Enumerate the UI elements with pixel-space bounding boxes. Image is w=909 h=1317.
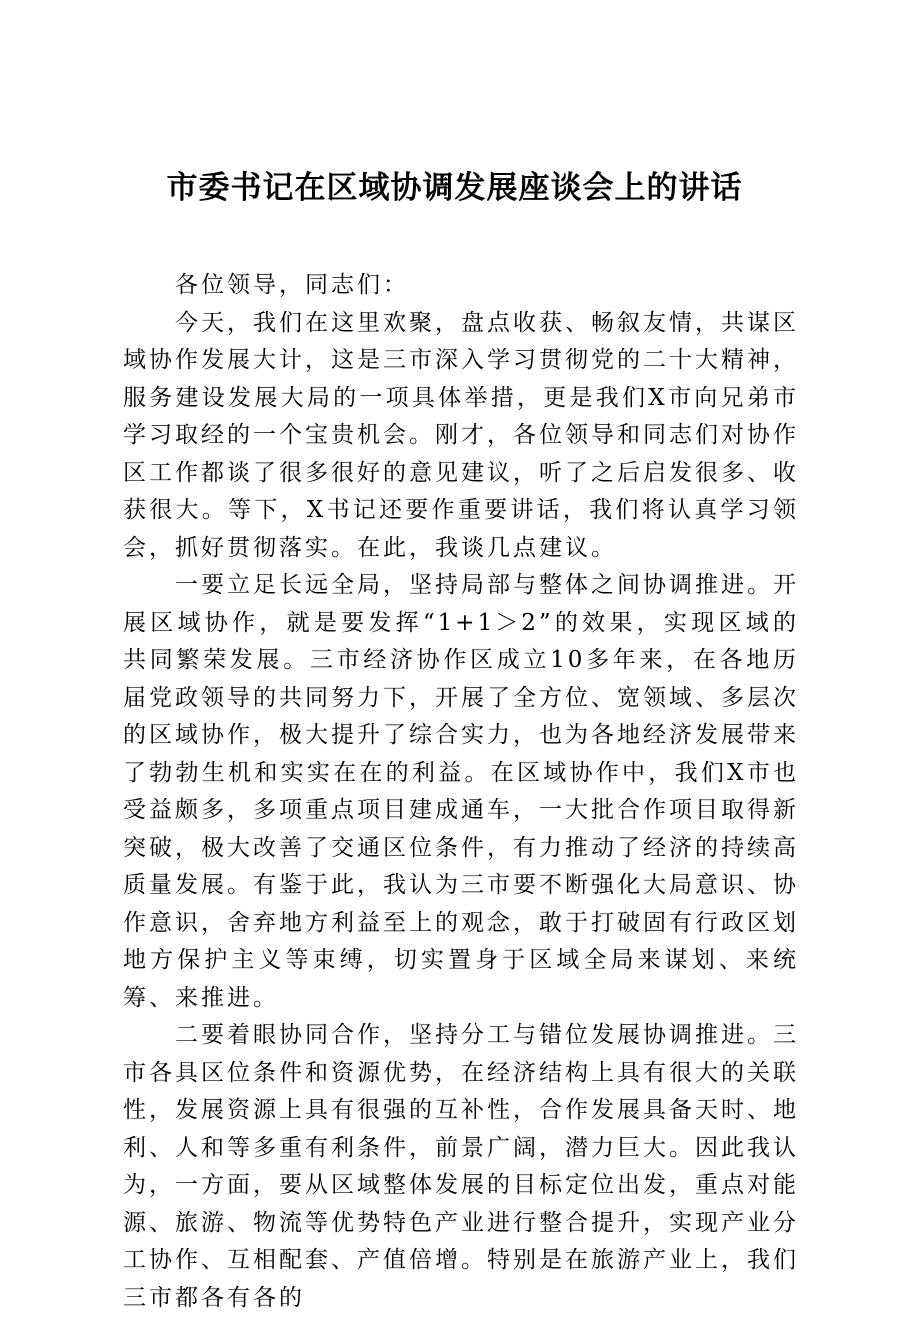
paragraph-point-one: 一要立足长远全局，坚持局部与整体之间协调推进。开展区域协作，就是要发挥“1+1＞2”的效果，实现区域的共同繁荣发展。三市经济协作区成立10多年来，在各地历届党政领导的共同努力下，开展了全方位、宽领域、多层次的区域协作，极大提升了综合实力，也为各地经济发展带来了勃勃生机和实实在在的利益。在区域协作中，我们X市也受益颇多，多项重点项目建成通车，一大批合作项目取得新突破，极大改善了交通区位条件，有力推动了经济的持续高质量发展。有鉴于此，我认为三市要不断强化大局意识、协作意识，舍弃地方利益至上的观念，敢于打破固有行政区划地方保护主义等束缚，切实置身于区域全局来谋划、来统筹、来推进。 (123, 572, 799, 1011)
paragraph-point-two: 二要着眼协同合作，坚持分工与错位发展协调推进。三市各具区位条件和资源优势，在经济结构上具有很大的关联性，发展资源上具有很强的互补性，合作发展具备天时、地利、人和等多重有利条件，前景广阔，潜力巨大。因此我认为，一方面，要从区域整体发展的目标定位出发，重点对能源、旅游、物流等优势特色产业进行整合提升，实现产业分工协作、互相配套、产值倍增。特别是在旅游产业上，我们三市都各有各的 (123, 1022, 799, 1311)
document-title: 市委书记在区域协调发展座谈会上的讲话 (166, 170, 743, 206)
salutation: 各位领导，同志们： (175, 272, 409, 298)
document-body (123, 267, 799, 1317)
paragraph-opening: 今天，我们在这里欢聚，盘点收获、畅叙友情，共谋区域协作发展大计，这是三市深入学习贯彻党的二十大精神，服务建设发展大局的一项具体举措，更是我们X市向兄弟市学习取经的一个宝贵机会。刚才，各位领导和同志们对协作区工作都谈了很多很好的意见建议，听了之后启发很多、收获很大。等下，X书记还要作重要讲话，我们将认真学习领会，抓好贯彻落实。在此，我谈几点建议。 (123, 309, 799, 561)
